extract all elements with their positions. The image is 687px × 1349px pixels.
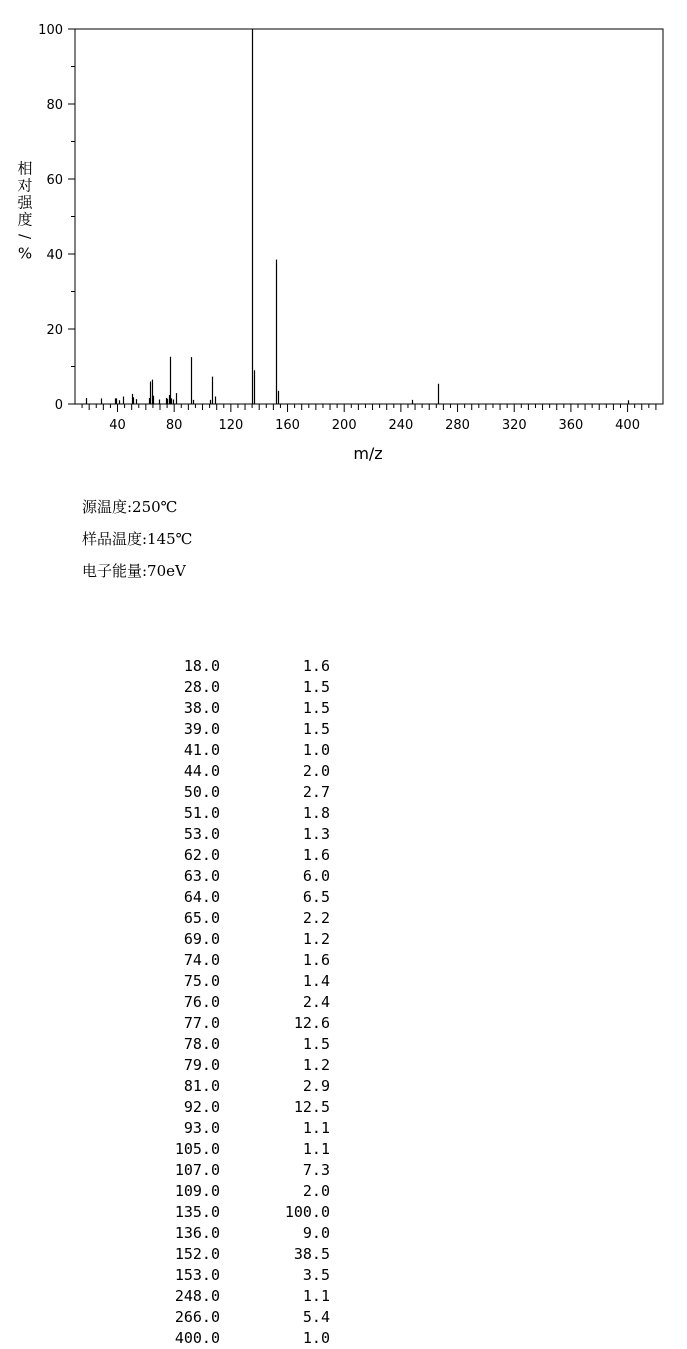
peak-table bbox=[150, 656, 330, 1349]
relative-intensity-value: 3.5 bbox=[302, 1266, 330, 1284]
mz-value: 76.0 bbox=[183, 993, 220, 1011]
mz-value: 39.0 bbox=[183, 720, 220, 738]
table-row bbox=[150, 803, 330, 824]
mz-value: 400.0 bbox=[174, 1329, 220, 1347]
relative-intensity-value: 100.0 bbox=[284, 1203, 330, 1221]
relative-intensity-value: 1.1 bbox=[302, 1119, 330, 1137]
x-tick-label: 320 bbox=[501, 418, 527, 433]
mz-value: 62.0 bbox=[183, 846, 220, 864]
sample-temperature: 样品温度:145℃ bbox=[82, 530, 193, 548]
relative-intensity-value: 2.4 bbox=[302, 993, 330, 1011]
mz-value: 92.0 bbox=[183, 1098, 220, 1116]
relative-intensity-value: 1.6 bbox=[302, 846, 330, 864]
relative-intensity-value: 12.6 bbox=[293, 1014, 330, 1032]
x-tick-label: 120 bbox=[218, 418, 244, 433]
table-row bbox=[150, 1286, 330, 1307]
spectrum-bars bbox=[87, 29, 629, 404]
relative-intensity-value: 1.6 bbox=[302, 657, 330, 675]
relative-intensity-value: 1.5 bbox=[302, 1035, 330, 1053]
mz-value: 78.0 bbox=[183, 1035, 220, 1053]
mz-value: 248.0 bbox=[174, 1287, 220, 1305]
relative-intensity-value: 1.0 bbox=[302, 1329, 330, 1347]
relative-intensity-value: 5.4 bbox=[302, 1308, 330, 1326]
mz-value: 69.0 bbox=[183, 930, 220, 948]
table-row bbox=[150, 866, 330, 887]
mz-value: 136.0 bbox=[174, 1224, 220, 1242]
relative-intensity-value: 1.5 bbox=[302, 699, 330, 717]
mz-value: 74.0 bbox=[183, 951, 220, 969]
table-row bbox=[150, 677, 330, 698]
y-tick-label: 100 bbox=[38, 23, 63, 38]
relative-intensity-value: 2.9 bbox=[302, 1077, 330, 1095]
relative-intensity-value: 6.5 bbox=[302, 888, 330, 906]
relative-intensity-value: 1.1 bbox=[302, 1140, 330, 1158]
mz-value: 64.0 bbox=[183, 888, 220, 906]
y-tick-label: 40 bbox=[46, 248, 63, 263]
relative-intensity-value: 6.0 bbox=[302, 867, 330, 885]
mz-value: 93.0 bbox=[183, 1119, 220, 1137]
table-row bbox=[150, 950, 330, 971]
relative-intensity-value: 2.0 bbox=[302, 762, 330, 780]
mz-value: 51.0 bbox=[183, 804, 220, 822]
table-row bbox=[150, 824, 330, 845]
x-axis-title: m/z bbox=[353, 444, 383, 463]
relative-intensity-value: 1.4 bbox=[302, 972, 330, 990]
relative-intensity-value: 1.5 bbox=[302, 678, 330, 696]
x-tick-label: 280 bbox=[445, 418, 470, 433]
mass-spectrum-chart bbox=[0, 0, 687, 480]
mz-value: 65.0 bbox=[183, 909, 220, 927]
x-tick-label: 240 bbox=[388, 418, 414, 433]
table-row bbox=[150, 719, 330, 740]
table-row bbox=[150, 782, 330, 803]
relative-intensity-value: 1.0 bbox=[302, 741, 330, 759]
relative-intensity-value: 1.3 bbox=[302, 825, 330, 843]
table-row bbox=[150, 887, 330, 908]
plot-frame bbox=[75, 29, 663, 404]
y-tick-label: 80 bbox=[46, 98, 63, 113]
table-row bbox=[150, 1139, 330, 1160]
x-tick-label: 160 bbox=[275, 418, 300, 433]
mz-value: 53.0 bbox=[183, 825, 220, 843]
mz-value: 105.0 bbox=[174, 1140, 220, 1158]
mz-value: 79.0 bbox=[183, 1056, 220, 1074]
mz-value: 109.0 bbox=[174, 1182, 220, 1200]
table-row bbox=[150, 1076, 330, 1097]
table-row bbox=[150, 1097, 330, 1118]
mz-value: 152.0 bbox=[174, 1245, 220, 1263]
mz-value: 63.0 bbox=[183, 867, 220, 885]
mz-value: 28.0 bbox=[183, 678, 220, 696]
table-row bbox=[150, 1265, 330, 1286]
relative-intensity-value: 38.5 bbox=[293, 1245, 330, 1263]
x-tick-label: 40 bbox=[109, 418, 126, 433]
x-tick-label: 360 bbox=[558, 418, 584, 433]
relative-intensity-value: 2.7 bbox=[302, 783, 330, 801]
y-axis-title-char: 强 bbox=[17, 193, 33, 212]
mz-value: 41.0 bbox=[183, 741, 220, 759]
mz-value: 38.0 bbox=[183, 699, 220, 717]
y-tick-label: 0 bbox=[54, 398, 63, 413]
relative-intensity-value: 1.1 bbox=[302, 1287, 330, 1305]
table-row bbox=[150, 1223, 330, 1244]
measurement-conditions bbox=[82, 491, 192, 587]
table-row bbox=[150, 1307, 330, 1328]
y-tick-label: 60 bbox=[46, 173, 63, 188]
relative-intensity-value: 1.6 bbox=[302, 951, 330, 969]
axis-ticks bbox=[38, 23, 656, 433]
mz-value: 75.0 bbox=[183, 972, 220, 990]
relative-intensity-value: 1.5 bbox=[302, 720, 330, 738]
y-axis-title bbox=[16, 160, 34, 263]
y-axis-title-char: % bbox=[17, 244, 33, 263]
relative-intensity-value: 1.2 bbox=[302, 1056, 330, 1074]
relative-intensity-value: 12.5 bbox=[293, 1098, 330, 1116]
x-tick-label: 200 bbox=[331, 418, 357, 433]
mz-value: 44.0 bbox=[183, 762, 220, 780]
table-row bbox=[150, 1244, 330, 1265]
table-row bbox=[150, 1055, 330, 1076]
mz-value: 50.0 bbox=[183, 783, 220, 801]
table-row bbox=[150, 908, 330, 929]
mz-value: 81.0 bbox=[183, 1077, 220, 1095]
table-row bbox=[150, 1202, 330, 1223]
table-row bbox=[150, 1181, 330, 1202]
mz-value: 77.0 bbox=[183, 1014, 220, 1032]
table-row bbox=[150, 1013, 330, 1034]
table-row bbox=[150, 761, 330, 782]
electron-energy: 电子能量:70eV bbox=[82, 562, 186, 580]
relative-intensity-value: 7.3 bbox=[302, 1161, 330, 1179]
relative-intensity-value: 1.8 bbox=[302, 804, 330, 822]
mz-value: 107.0 bbox=[174, 1161, 220, 1179]
spectrum-plot bbox=[0, 0, 687, 480]
mz-value: 266.0 bbox=[174, 1308, 220, 1326]
table-row bbox=[150, 698, 330, 719]
table-row bbox=[150, 929, 330, 950]
relative-intensity-value: 9.0 bbox=[302, 1224, 330, 1242]
mz-value: 153.0 bbox=[174, 1266, 220, 1284]
table-row bbox=[150, 845, 330, 866]
x-tick-label: 400 bbox=[615, 418, 640, 433]
y-axis-title-char: 对 bbox=[17, 176, 33, 195]
y-axis-title-char: / bbox=[16, 233, 34, 240]
table-row bbox=[150, 740, 330, 761]
table-row bbox=[150, 1328, 330, 1349]
y-tick-label: 20 bbox=[46, 323, 63, 338]
table-row bbox=[150, 971, 330, 992]
table-row bbox=[150, 992, 330, 1013]
mz-value: 18.0 bbox=[183, 657, 220, 675]
relative-intensity-value: 2.0 bbox=[302, 1182, 330, 1200]
source-temperature: 源温度:250℃ bbox=[82, 498, 178, 516]
relative-intensity-value: 2.2 bbox=[302, 909, 330, 927]
table-row bbox=[150, 1160, 330, 1181]
table-row bbox=[150, 656, 330, 677]
relative-intensity-value: 1.2 bbox=[302, 930, 330, 948]
mz-value: 135.0 bbox=[174, 1203, 220, 1221]
y-axis-title-char: 相 bbox=[17, 159, 33, 178]
table-row bbox=[150, 1118, 330, 1139]
y-axis-title-char: 度 bbox=[17, 210, 33, 229]
x-tick-label: 80 bbox=[165, 418, 183, 433]
table-row bbox=[150, 1034, 330, 1055]
